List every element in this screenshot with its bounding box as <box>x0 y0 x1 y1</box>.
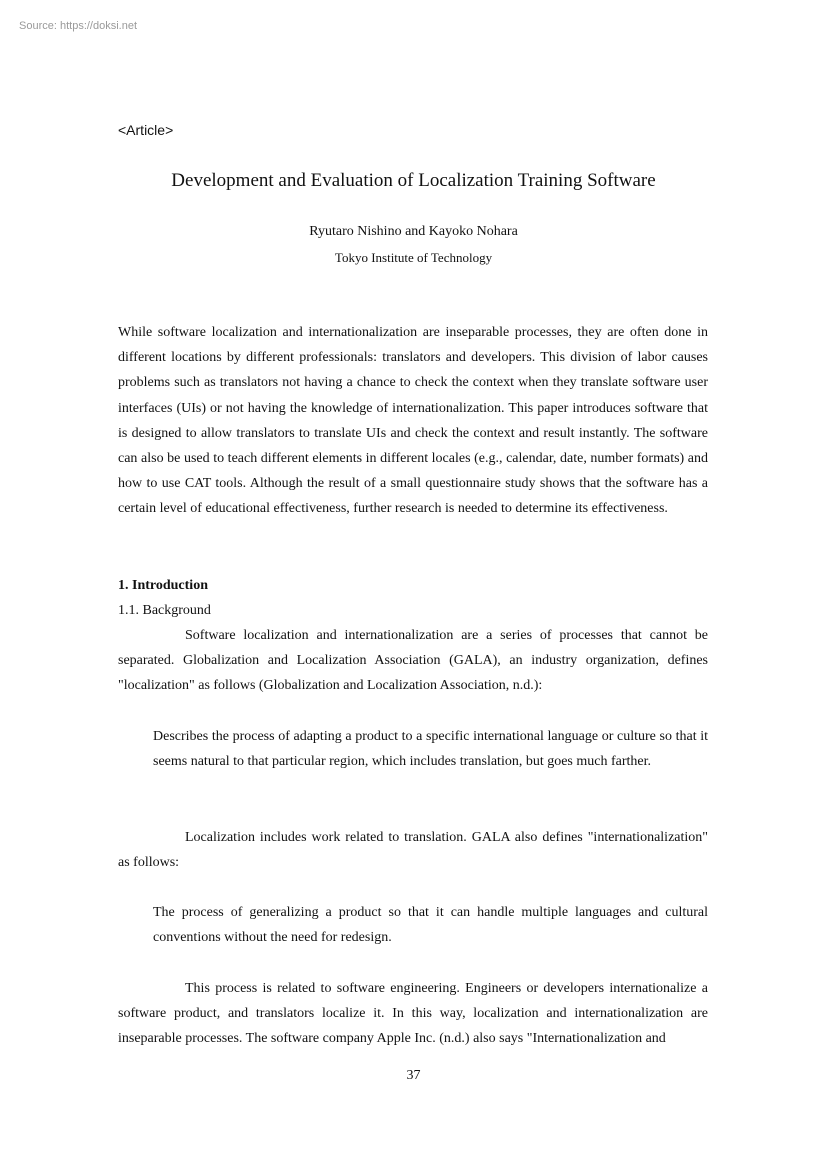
abstract: While software localization and internationalization are inseparable processes, they are often done in different locations by different professionals: translators and developers. This division of labor causes problems such as translators not having a chance to check the context when they translate software user interfaces (UIs) or not having the knowledge of internationalization. This paper introduces software that is designed to allow translators to translate UIs and check the context and result instantly. The software can also be used to teach different elements in different locales (e.g., calendar, date, number formats) and how to use CAT tools. Although the result of a small questionnaire study shows that the software has a certain level of educational effectiveness, further research is needed to determine its effectiveness. <box>118 325 708 517</box>
affiliation: Tokyo Institute of Technology <box>334 250 493 265</box>
block-quote: Describes the process of adapting a product to a specific international language or culture so that it seems natural to that particular region, which includes translation, but goes much farther. <box>153 729 708 770</box>
block-quote: The process of generalizing a product so that it can handle multiple languages and cultural conventions without the need for redesign. <box>153 905 708 946</box>
paper-title: Development and Evaluation of Localization Training Software <box>171 170 656 191</box>
body-paragraph: Localization includes work related to translation. GALA also defines "internationalization" as follows: <box>118 830 708 871</box>
source-watermark: Source: https://doksi.net <box>19 20 138 32</box>
body-paragraph: This process is related to software engineering. Engineers or developers internationalize a software product, and translators localize it. In this way, localization and internationalization are inseparable processes. The software company Apple Inc. (n.d.) also says "Internationalization and <box>118 981 708 1047</box>
section-heading: 1. Introduction <box>118 578 208 593</box>
article-tag: <Article> <box>118 122 174 138</box>
authors: Ryutaro Nishino and Kayoko Nohara <box>309 224 518 239</box>
page-number: 37 <box>406 1068 421 1083</box>
body-paragraph: Software localization and internationalization are a series of processes that cannot be separated. Globalization and Localization Association (GALA), an industry organization, defines "localization" as follows (Globalization and Localization Association, n.d.): <box>118 628 708 694</box>
subsection-heading: 1.1. Background <box>118 603 211 618</box>
